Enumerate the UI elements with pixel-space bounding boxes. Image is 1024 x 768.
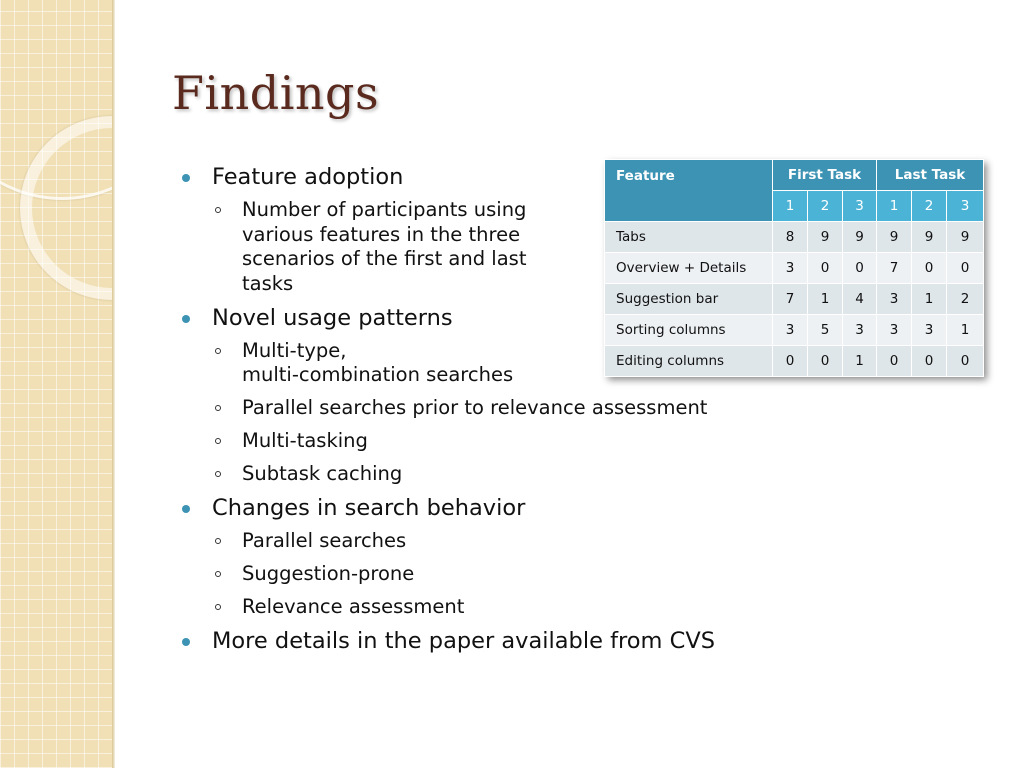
table-subheader: 1	[773, 191, 808, 222]
sub-bullet-text-line2: multi-combination searches	[242, 363, 514, 386]
table-subheader: 3	[843, 191, 877, 222]
sub-bullet-text-line1: Multi-type,	[242, 338, 347, 362]
table-cell: 0	[808, 253, 843, 284]
decorative-side-panel	[0, 0, 112, 768]
table-cell: 7	[773, 284, 808, 315]
table-cell: 3	[773, 253, 808, 284]
table-cell: 3	[877, 284, 912, 315]
table-cell: 3	[843, 315, 877, 346]
table-header-last-task: Last Task	[877, 160, 984, 191]
table-cell: 9	[947, 222, 984, 253]
table-cell-feature: Sorting columns	[605, 315, 773, 346]
bullet-text: Changes in search behavior	[212, 495, 526, 521]
sub-bullet-circle-icon	[215, 538, 221, 544]
table-cell: 4	[843, 284, 877, 315]
sub-bullet-text: Subtask caching	[242, 462, 403, 485]
sub-bullet-text: Suggestion-prone	[242, 562, 415, 585]
bullet-changes-behavior	[182, 495, 772, 522]
bullet-dot-icon	[182, 174, 190, 182]
sub-bullet-parallel-prior	[182, 396, 772, 421]
sub-bullet-subtask-caching	[182, 462, 772, 487]
table-cell: 1	[947, 315, 984, 346]
table-cell-feature: Tabs	[605, 222, 773, 253]
bullet-more-details	[182, 628, 772, 655]
sub-bullet-text: Number of participants using various features in the three scenarios of the first and last tasks	[242, 198, 527, 295]
sub-bullet-circle-icon	[215, 405, 221, 411]
table-cell: 9	[877, 222, 912, 253]
bullet-text: More details in the paper available from CVS	[212, 628, 715, 654]
table-subheader: 3	[947, 191, 984, 222]
table-subheader: 1	[877, 191, 912, 222]
table-cell: 0	[808, 346, 843, 377]
table-cell: 1	[912, 284, 947, 315]
table-cell: 2	[947, 284, 984, 315]
table-row	[605, 284, 984, 315]
table-cell: 3	[877, 315, 912, 346]
table-cell: 0	[912, 346, 947, 377]
table-cell: 1	[843, 346, 877, 377]
table-cell: 9	[912, 222, 947, 253]
bullet-dot-icon	[182, 505, 190, 513]
table-subheader: 2	[808, 191, 843, 222]
table-cell: 8	[773, 222, 808, 253]
table-subheader: 2	[912, 191, 947, 222]
table-cell: 0	[947, 346, 984, 377]
sub-bullet-relevance	[182, 595, 772, 620]
table-cell: 5	[808, 315, 843, 346]
feature-table-container	[604, 159, 983, 376]
sub-bullet-circle-icon	[215, 471, 221, 477]
bullet-text: Feature adoption	[212, 164, 404, 190]
table-header-feature: Feature	[605, 160, 773, 222]
table-cell: 7	[877, 253, 912, 284]
sub-bullet-circle-icon	[215, 207, 221, 213]
table-cell: 3	[773, 315, 808, 346]
side-panel-edge	[112, 0, 115, 768]
table-cell: 0	[947, 253, 984, 284]
sub-bullet-circle-icon	[215, 348, 221, 354]
table-cell: 9	[808, 222, 843, 253]
sub-bullet-text: Relevance assessment	[242, 595, 465, 618]
table-header-first-task: First Task	[773, 160, 877, 191]
sub-bullet-feature-description	[182, 198, 527, 296]
table-cell-feature: Suggestion bar	[605, 284, 773, 315]
table-cell: 0	[843, 253, 877, 284]
table-cell-feature: Editing columns	[605, 346, 773, 377]
sub-bullet-suggestion-prone	[182, 562, 772, 587]
bullet-dot-icon	[182, 315, 190, 323]
sub-bullet-multi-tasking	[182, 429, 772, 454]
bullet-text: Novel usage patterns	[212, 304, 453, 331]
table-row	[605, 253, 984, 284]
table-row	[605, 315, 984, 346]
feature-usage-table	[604, 159, 984, 377]
sub-bullet-circle-icon	[215, 571, 221, 577]
table-row	[605, 346, 984, 377]
table-cell: 3	[912, 315, 947, 346]
table-cell: 9	[843, 222, 877, 253]
table-cell: 1	[808, 284, 843, 315]
table-cell-feature: Overview + Details	[605, 253, 773, 284]
slide-title: Findings	[172, 66, 380, 120]
table-cell: 0	[912, 253, 947, 284]
table-row	[605, 222, 984, 253]
bullet-dot-icon	[182, 638, 190, 646]
table-cell: 0	[773, 346, 808, 377]
sub-bullet-circle-icon	[215, 438, 221, 444]
sub-bullet-circle-icon	[215, 604, 221, 610]
sub-bullet-text: Multi-tasking	[242, 429, 368, 452]
sub-bullet-parallel-searches	[182, 529, 772, 554]
table-cell: 0	[877, 346, 912, 377]
sub-bullet-text: Parallel searches	[242, 529, 407, 552]
sub-bullet-text: Parallel searches prior to relevance assessment	[242, 396, 708, 419]
